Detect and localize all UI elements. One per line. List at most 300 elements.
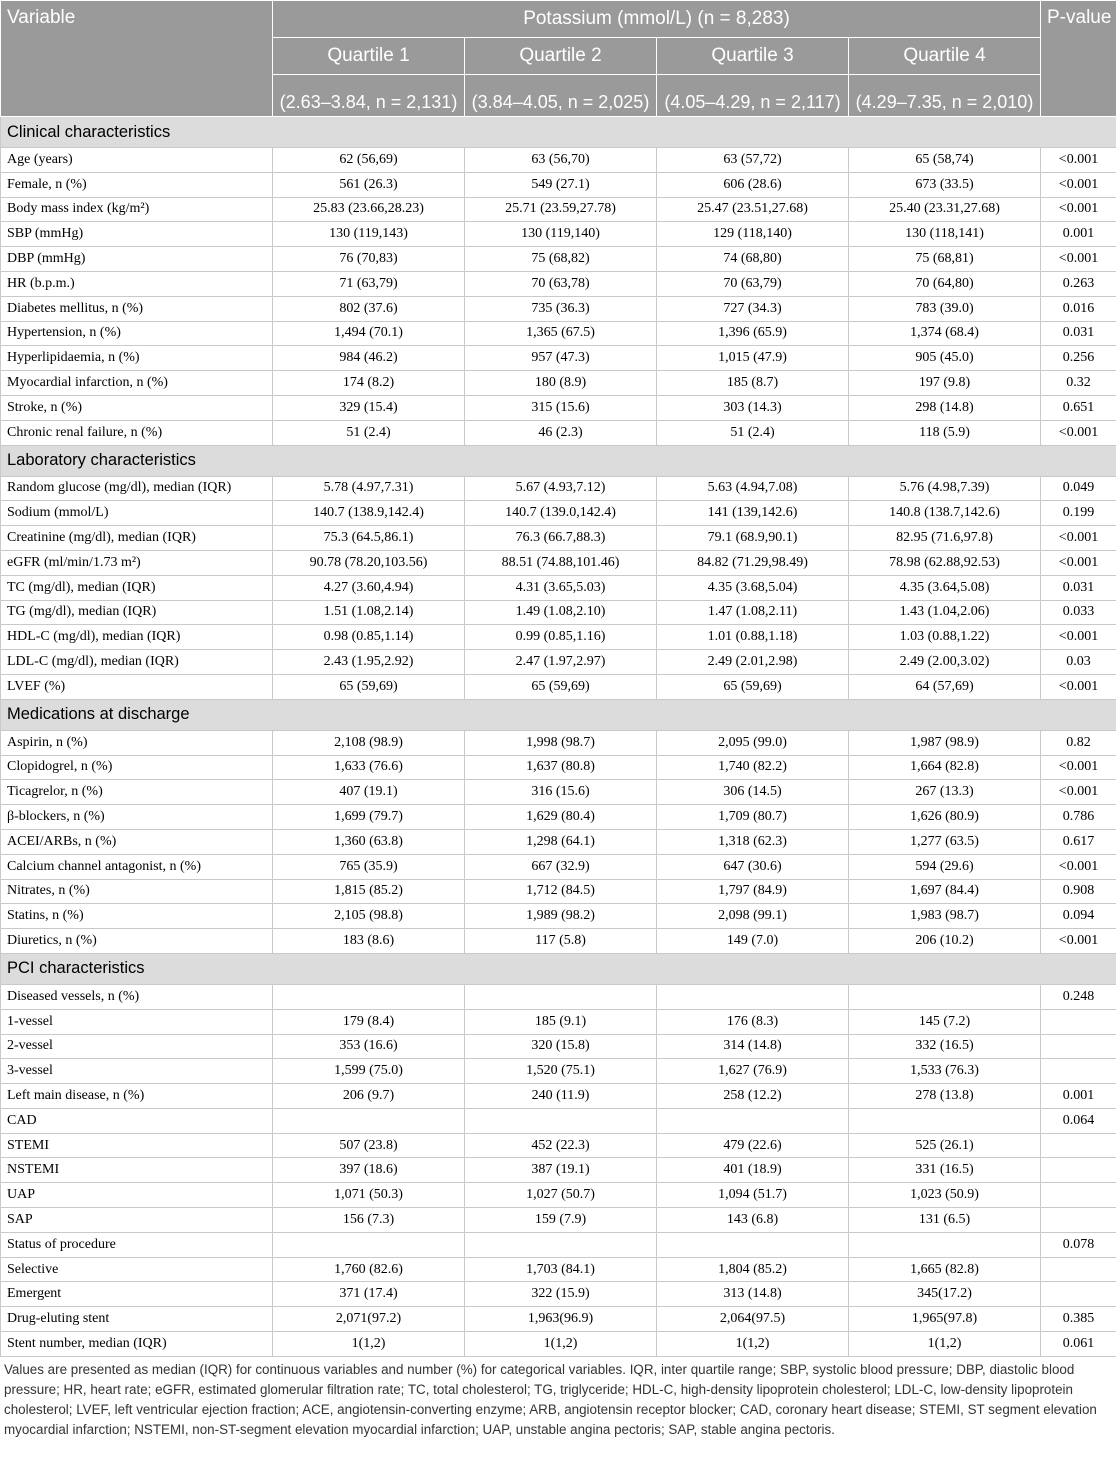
- row-label: SBP (mmHg): [1, 222, 273, 247]
- pvalue-cell: <0.001: [1041, 526, 1116, 551]
- value-cell: 65 (59,69): [657, 674, 849, 699]
- value-cell: 401 (18.9): [657, 1158, 849, 1183]
- value-cell: 329 (15.4): [273, 395, 465, 420]
- value-cell: 25.71 (23.59,27.78): [465, 197, 657, 222]
- value-cell: 70 (63,78): [465, 271, 657, 296]
- value-cell: 185 (8.7): [657, 371, 849, 396]
- value-cell: 140.7 (138.9,142.4): [273, 501, 465, 526]
- pvalue-cell: 0.908: [1041, 879, 1116, 904]
- value-cell: 1,998 (98.7): [465, 730, 657, 755]
- pvalue-cell: 0.061: [1041, 1332, 1116, 1357]
- value-cell: 78.98 (62.88,92.53): [849, 550, 1041, 575]
- value-cell: 371 (17.4): [273, 1282, 465, 1307]
- table-row: [1, 904, 1116, 929]
- value-cell: 1.47 (1.08,2.11): [657, 600, 849, 625]
- table-row: [1, 1084, 1116, 1109]
- value-cell: 88.51 (74.88,101.46): [465, 550, 657, 575]
- value-cell: 1,015 (47.9): [657, 346, 849, 371]
- row-label: Selective: [1, 1257, 273, 1282]
- pvalue-cell: 0.385: [1041, 1307, 1116, 1332]
- value-cell: 141 (139,142.6): [657, 501, 849, 526]
- value-cell: 278 (13.8): [849, 1084, 1041, 1109]
- value-cell: 2,095 (99.0): [657, 730, 849, 755]
- row-label: DBP (mmHg): [1, 247, 273, 272]
- value-cell: 51 (2.4): [273, 420, 465, 445]
- pvalue-cell: 0.03: [1041, 650, 1116, 675]
- value-cell: [657, 984, 849, 1009]
- value-cell: 159 (7.9): [465, 1208, 657, 1233]
- pvalue-cell: <0.001: [1041, 550, 1116, 575]
- value-cell: 179 (8.4): [273, 1009, 465, 1034]
- pvalue-cell: 0.263: [1041, 271, 1116, 296]
- value-cell: 313 (14.8): [657, 1282, 849, 1307]
- pvalue-cell: 0.064: [1041, 1108, 1116, 1133]
- pvalue-cell: <0.001: [1041, 197, 1116, 222]
- value-cell: 4.35 (3.68,5.04): [657, 575, 849, 600]
- value-cell: 76.3 (66.7,88.3): [465, 526, 657, 551]
- value-cell: 4.31 (3.65,5.03): [465, 575, 657, 600]
- table-row: [1, 346, 1116, 371]
- value-cell: 65 (58,74): [849, 148, 1041, 173]
- pvalue-cell: <0.001: [1041, 780, 1116, 805]
- table-row: [1, 1108, 1116, 1133]
- section-row: [1, 445, 1116, 476]
- section-title: Medications at discharge: [1, 699, 1116, 730]
- table-row: [1, 929, 1116, 954]
- row-label: Diabetes mellitus, n (%): [1, 296, 273, 321]
- row-label: Clopidogrel, n (%): [1, 755, 273, 780]
- value-cell: 2.49 (2.01,2.98): [657, 650, 849, 675]
- value-cell: 673 (33.5): [849, 172, 1041, 197]
- table-row: [1, 1133, 1116, 1158]
- value-cell: 0.98 (0.85,1.14): [273, 625, 465, 650]
- value-cell: [465, 1232, 657, 1257]
- value-cell: 1(1,2): [273, 1332, 465, 1357]
- value-cell: 1,983 (98.7): [849, 904, 1041, 929]
- value-cell: 79.1 (68.9,90.1): [657, 526, 849, 551]
- table-row: [1, 172, 1116, 197]
- row-label: STEMI: [1, 1133, 273, 1158]
- quartile-range: (4.05–4.29, n = 2,117): [657, 75, 849, 117]
- value-cell: 70 (64,80): [849, 271, 1041, 296]
- variable-header: Variable: [1, 1, 273, 117]
- table-row: [1, 829, 1116, 854]
- value-cell: 2,064(97.5): [657, 1307, 849, 1332]
- value-cell: 143 (6.8): [657, 1208, 849, 1233]
- pvalue-cell: 0.031: [1041, 575, 1116, 600]
- pvalue-cell: [1041, 1034, 1116, 1059]
- pvalue-cell: <0.001: [1041, 674, 1116, 699]
- table-row: [1, 550, 1116, 575]
- pvalue-cell: 0.094: [1041, 904, 1116, 929]
- value-cell: 397 (18.6): [273, 1158, 465, 1183]
- row-label: TG (mg/dl), median (IQR): [1, 600, 273, 625]
- pvalue-cell: <0.001: [1041, 148, 1116, 173]
- table-row: [1, 1282, 1116, 1307]
- row-label: Left main disease, n (%): [1, 1084, 273, 1109]
- value-cell: 1(1,2): [849, 1332, 1041, 1357]
- row-label: Creatinine (mg/dl), median (IQR): [1, 526, 273, 551]
- pvalue-cell: 0.016: [1041, 296, 1116, 321]
- table-row: [1, 371, 1116, 396]
- table-row: [1, 1257, 1116, 1282]
- section-title: PCI characteristics: [1, 953, 1116, 984]
- row-label: Nitrates, n (%): [1, 879, 273, 904]
- pvalue-cell: 0.617: [1041, 829, 1116, 854]
- value-cell: 1.51 (1.08,2.14): [273, 600, 465, 625]
- value-cell: 1(1,2): [657, 1332, 849, 1357]
- row-label: 1-vessel: [1, 1009, 273, 1034]
- section-row: [1, 699, 1116, 730]
- value-cell: 1,963(96.9): [465, 1307, 657, 1332]
- row-label: Hypertension, n (%): [1, 321, 273, 346]
- table-row: [1, 222, 1116, 247]
- quartile-header: Quartile 4: [849, 38, 1041, 75]
- quartile-header: Quartile 2: [465, 38, 657, 75]
- value-cell: 1,699 (79.7): [273, 805, 465, 830]
- value-cell: 82.95 (71.6,97.8): [849, 526, 1041, 551]
- value-cell: 51 (2.4): [657, 420, 849, 445]
- pvalue-cell: <0.001: [1041, 420, 1116, 445]
- value-cell: [465, 1108, 657, 1133]
- value-cell: 90.78 (78.20,103.56): [273, 550, 465, 575]
- table-row: [1, 1208, 1116, 1233]
- pvalue-cell: [1041, 1059, 1116, 1084]
- value-cell: 594 (29.6): [849, 854, 1041, 879]
- value-cell: 76 (70,83): [273, 247, 465, 272]
- row-label: Female, n (%): [1, 172, 273, 197]
- table-row: [1, 1307, 1116, 1332]
- value-cell: 1,023 (50.9): [849, 1183, 1041, 1208]
- value-cell: 306 (14.5): [657, 780, 849, 805]
- pvalue-cell: 0.033: [1041, 600, 1116, 625]
- table-row: [1, 625, 1116, 650]
- row-label: Diseased vessels, n (%): [1, 984, 273, 1009]
- value-cell: 25.83 (23.66,28.23): [273, 197, 465, 222]
- value-cell: 331 (16.5): [849, 1158, 1041, 1183]
- value-cell: 25.47 (23.51,27.68): [657, 197, 849, 222]
- value-cell: 549 (27.1): [465, 172, 657, 197]
- value-cell: 1,533 (76.3): [849, 1059, 1041, 1084]
- value-cell: 561 (26.3): [273, 172, 465, 197]
- value-cell: 1.01 (0.88,1.18): [657, 625, 849, 650]
- value-cell: 783 (39.0): [849, 296, 1041, 321]
- pvalue-cell: 0.001: [1041, 1084, 1116, 1109]
- row-label: HR (b.p.m.): [1, 271, 273, 296]
- table-row: [1, 296, 1116, 321]
- table-row: [1, 674, 1116, 699]
- pvalue-cell: [1041, 1133, 1116, 1158]
- value-cell: 130 (119,143): [273, 222, 465, 247]
- row-label: SAP: [1, 1208, 273, 1233]
- value-cell: 65 (59,69): [273, 674, 465, 699]
- row-label: Diuretics, n (%): [1, 929, 273, 954]
- table-body: [1, 117, 1116, 1357]
- pvalue-cell: [1041, 1208, 1116, 1233]
- value-cell: 2,098 (99.1): [657, 904, 849, 929]
- value-cell: 145 (7.2): [849, 1009, 1041, 1034]
- row-label: TC (mg/dl), median (IQR): [1, 575, 273, 600]
- table-row: [1, 1034, 1116, 1059]
- value-cell: [273, 1232, 465, 1257]
- row-label: Calcium channel antagonist, n (%): [1, 854, 273, 879]
- value-cell: 1,298 (64.1): [465, 829, 657, 854]
- row-label: Sodium (mmol/L): [1, 501, 273, 526]
- value-cell: 1,709 (80.7): [657, 805, 849, 830]
- section-row: [1, 117, 1116, 148]
- table-row: [1, 321, 1116, 346]
- value-cell: 905 (45.0): [849, 346, 1041, 371]
- value-cell: 2.43 (1.95,2.92): [273, 650, 465, 675]
- value-cell: 0.99 (0.85,1.16): [465, 625, 657, 650]
- value-cell: 735 (36.3): [465, 296, 657, 321]
- row-label: Body mass index (kg/m²): [1, 197, 273, 222]
- value-cell: 387 (19.1): [465, 1158, 657, 1183]
- table-row: [1, 854, 1116, 879]
- potassium-header: Potassium (mmol/L) (n = 8,283): [273, 1, 1041, 38]
- value-cell: 1,760 (82.6): [273, 1257, 465, 1282]
- table-row: [1, 600, 1116, 625]
- value-cell: 180 (8.9): [465, 371, 657, 396]
- value-cell: 1,365 (67.5): [465, 321, 657, 346]
- value-cell: [849, 1108, 1041, 1133]
- value-cell: 303 (14.3): [657, 395, 849, 420]
- value-cell: [273, 1108, 465, 1133]
- row-label: LVEF (%): [1, 674, 273, 699]
- row-label: Aspirin, n (%): [1, 730, 273, 755]
- value-cell: 156 (7.3): [273, 1208, 465, 1233]
- table-footnote: Values are presented as median (IQR) for continuous variables and number (%) for categorical variables. IQR, inter quartile range; SBP, systolic blood pressure; DBP, diastolic blood pressure; HR, heart rate; eGFR, estimated glomerular filtration rate; TC, total cholesterol; TG, triglyceride; HDL-C, high-density lipoprotein cholesterol; LDL-C, low-density lipoprotein cholesterol; LVEF, left ventricular ejection fraction; ACE, angiotensin-converting enzyme; ARB, angiotensin receptor blocker; CAD, coronary heart disease; STEMI, ST segment elevation myocardial infarction; NSTEMI, non-ST-segment elevation myocardial infarction; UAP, unstable angina pectoris; SAP, stable angina pectoris.: [4, 1361, 1097, 1437]
- value-cell: 727 (34.3): [657, 296, 849, 321]
- value-cell: 525 (26.1): [849, 1133, 1041, 1158]
- value-cell: 62 (56,69): [273, 148, 465, 173]
- table-row: [1, 1158, 1116, 1183]
- value-cell: 5.76 (4.98,7.39): [849, 476, 1041, 501]
- row-label: Ticagrelor, n (%): [1, 780, 273, 805]
- value-cell: [273, 984, 465, 1009]
- value-cell: 1,703 (84.1): [465, 1257, 657, 1282]
- table-row: [1, 501, 1116, 526]
- table-row: [1, 247, 1116, 272]
- pvalue-cell: [1041, 1158, 1116, 1183]
- value-cell: 117 (5.8): [465, 929, 657, 954]
- value-cell: 332 (16.5): [849, 1034, 1041, 1059]
- pvalue-cell: 0.248: [1041, 984, 1116, 1009]
- value-cell: 1(1,2): [465, 1332, 657, 1357]
- value-cell: 140.8 (138.7,142.6): [849, 501, 1041, 526]
- value-cell: [849, 984, 1041, 1009]
- table-row: [1, 1059, 1116, 1084]
- value-cell: 957 (47.3): [465, 346, 657, 371]
- value-cell: 1,494 (70.1): [273, 321, 465, 346]
- value-cell: [849, 1232, 1041, 1257]
- value-cell: 1,665 (82.8): [849, 1257, 1041, 1282]
- table-row: [1, 984, 1116, 1009]
- value-cell: [657, 1232, 849, 1257]
- value-cell: 1,815 (85.2): [273, 879, 465, 904]
- value-cell: 984 (46.2): [273, 346, 465, 371]
- value-cell: 74 (68,80): [657, 247, 849, 272]
- value-cell: 65 (59,69): [465, 674, 657, 699]
- value-cell: 320 (15.8): [465, 1034, 657, 1059]
- value-cell: 71 (63,79): [273, 271, 465, 296]
- row-label: 2-vessel: [1, 1034, 273, 1059]
- value-cell: 5.63 (4.94,7.08): [657, 476, 849, 501]
- value-cell: 75.3 (64.5,86.1): [273, 526, 465, 551]
- pvalue-cell: [1041, 1282, 1116, 1307]
- value-cell: 130 (118,141): [849, 222, 1041, 247]
- value-cell: 1,804 (85.2): [657, 1257, 849, 1282]
- row-label: HDL-C (mg/dl), median (IQR): [1, 625, 273, 650]
- pvalue-cell: 0.199: [1041, 501, 1116, 526]
- value-cell: 2,071(97.2): [273, 1307, 465, 1332]
- value-cell: 75 (68,82): [465, 247, 657, 272]
- value-cell: 149 (7.0): [657, 929, 849, 954]
- pvalue-cell: 0.078: [1041, 1232, 1116, 1257]
- value-cell: 1,637 (80.8): [465, 755, 657, 780]
- row-label: UAP: [1, 1183, 273, 1208]
- value-cell: 46 (2.3): [465, 420, 657, 445]
- value-cell: 314 (14.8): [657, 1034, 849, 1059]
- value-cell: 2.49 (2.00,3.02): [849, 650, 1041, 675]
- table-row: [1, 650, 1116, 675]
- row-label: Random glucose (mg/dl), median (IQR): [1, 476, 273, 501]
- value-cell: 75 (68,81): [849, 247, 1041, 272]
- value-cell: 5.67 (4.93,7.12): [465, 476, 657, 501]
- value-cell: [465, 984, 657, 1009]
- value-cell: 667 (32.9): [465, 854, 657, 879]
- value-cell: 140.7 (139.0,142.4): [465, 501, 657, 526]
- quartile-range: (4.29–7.35, n = 2,010): [849, 75, 1041, 117]
- value-cell: [657, 1108, 849, 1133]
- value-cell: 802 (37.6): [273, 296, 465, 321]
- value-cell: 407 (19.1): [273, 780, 465, 805]
- pvalue-cell: <0.001: [1041, 172, 1116, 197]
- pvalue-cell: [1041, 1257, 1116, 1282]
- pvalue-cell: [1041, 1183, 1116, 1208]
- table-row: [1, 197, 1116, 222]
- table-row: [1, 1183, 1116, 1208]
- value-cell: 353 (16.6): [273, 1034, 465, 1059]
- pvalue-cell: 0.256: [1041, 346, 1116, 371]
- value-cell: 1.03 (0.88,1.22): [849, 625, 1041, 650]
- value-cell: 2,105 (98.8): [273, 904, 465, 929]
- value-cell: 1,520 (75.1): [465, 1059, 657, 1084]
- value-cell: 1,071 (50.3): [273, 1183, 465, 1208]
- value-cell: 507 (23.8): [273, 1133, 465, 1158]
- value-cell: 185 (9.1): [465, 1009, 657, 1034]
- value-cell: 4.27 (3.60,4.94): [273, 575, 465, 600]
- value-cell: 2.47 (1.97,2.97): [465, 650, 657, 675]
- row-label: Age (years): [1, 148, 273, 173]
- value-cell: 174 (8.2): [273, 371, 465, 396]
- value-cell: 1,027 (50.7): [465, 1183, 657, 1208]
- value-cell: 64 (57,69): [849, 674, 1041, 699]
- row-label: Hyperlipidaemia, n (%): [1, 346, 273, 371]
- table-row: [1, 271, 1116, 296]
- table-row: [1, 730, 1116, 755]
- value-cell: 1.49 (1.08,2.10): [465, 600, 657, 625]
- pvalue-cell: [1041, 1009, 1116, 1034]
- value-cell: 197 (9.8): [849, 371, 1041, 396]
- value-cell: 1,094 (51.7): [657, 1183, 849, 1208]
- value-cell: 1,629 (80.4): [465, 805, 657, 830]
- pvalue-cell: 0.049: [1041, 476, 1116, 501]
- value-cell: 1,360 (63.8): [273, 829, 465, 854]
- pvalue-cell: 0.001: [1041, 222, 1116, 247]
- value-cell: 25.40 (23.31,27.68): [849, 197, 1041, 222]
- pvalue-cell: <0.001: [1041, 929, 1116, 954]
- row-label: Status of procedure: [1, 1232, 273, 1257]
- value-cell: 1,318 (62.3): [657, 829, 849, 854]
- row-label: 3-vessel: [1, 1059, 273, 1084]
- pvalue-cell: <0.001: [1041, 625, 1116, 650]
- value-cell: 647 (30.6): [657, 854, 849, 879]
- table-row: [1, 780, 1116, 805]
- value-cell: 1,277 (63.5): [849, 829, 1041, 854]
- table-row: [1, 755, 1116, 780]
- value-cell: 1,633 (76.6): [273, 755, 465, 780]
- pvalue-cell: <0.001: [1041, 854, 1116, 879]
- value-cell: 176 (8.3): [657, 1009, 849, 1034]
- pvalue-cell: <0.001: [1041, 247, 1116, 272]
- value-cell: 258 (12.2): [657, 1084, 849, 1109]
- table-row: [1, 575, 1116, 600]
- value-cell: 2,108 (98.9): [273, 730, 465, 755]
- table-row: [1, 805, 1116, 830]
- quartile-range: (3.84–4.05, n = 2,025): [465, 75, 657, 117]
- value-cell: 1,797 (84.9): [657, 879, 849, 904]
- pvalue-cell: 0.651: [1041, 395, 1116, 420]
- value-cell: 5.78 (4.97,7.31): [273, 476, 465, 501]
- pvalue-cell: 0.031: [1041, 321, 1116, 346]
- quartile-range: (2.63–3.84, n = 2,131): [273, 75, 465, 117]
- pvalue-header: P-value: [1041, 1, 1116, 117]
- quartile-header: Quartile 3: [657, 38, 849, 75]
- pvalue-cell: 0.82: [1041, 730, 1116, 755]
- value-cell: 63 (56,70): [465, 148, 657, 173]
- value-cell: 118 (5.9): [849, 420, 1041, 445]
- value-cell: 1,987 (98.9): [849, 730, 1041, 755]
- value-cell: 316 (15.6): [465, 780, 657, 805]
- value-cell: 765 (35.9): [273, 854, 465, 879]
- value-cell: 1,626 (80.9): [849, 805, 1041, 830]
- pvalue-cell: 0.786: [1041, 805, 1116, 830]
- pvalue-cell: 0.32: [1041, 371, 1116, 396]
- value-cell: 206 (10.2): [849, 929, 1041, 954]
- value-cell: 84.82 (71.29,98.49): [657, 550, 849, 575]
- value-cell: 1,396 (65.9): [657, 321, 849, 346]
- value-cell: 1,989 (98.2): [465, 904, 657, 929]
- value-cell: 345(17.2): [849, 1282, 1041, 1307]
- row-label: LDL-C (mg/dl), median (IQR): [1, 650, 273, 675]
- row-label: Myocardial infarction, n (%): [1, 371, 273, 396]
- quartile-header: Quartile 1: [273, 38, 465, 75]
- value-cell: 322 (15.9): [465, 1282, 657, 1307]
- value-cell: 240 (11.9): [465, 1084, 657, 1109]
- value-cell: 183 (8.6): [273, 929, 465, 954]
- value-cell: 267 (13.3): [849, 780, 1041, 805]
- table-row: [1, 1009, 1116, 1034]
- value-cell: 1.43 (1.04,2.06): [849, 600, 1041, 625]
- value-cell: 1,599 (75.0): [273, 1059, 465, 1084]
- table-row: [1, 879, 1116, 904]
- section-title: Laboratory characteristics: [1, 445, 1116, 476]
- value-cell: 206 (9.7): [273, 1084, 465, 1109]
- row-label: Statins, n (%): [1, 904, 273, 929]
- table-header: [1, 1, 1116, 117]
- table-row: [1, 1232, 1116, 1257]
